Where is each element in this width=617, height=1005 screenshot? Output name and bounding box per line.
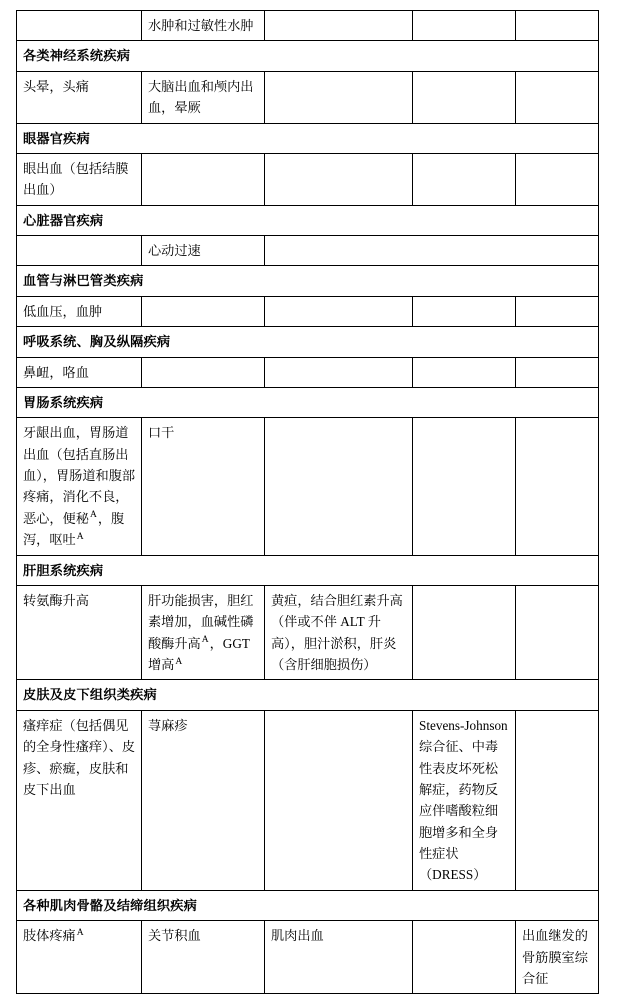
table-cell (265, 71, 413, 123)
soc-header-cell: 呼吸系统、胸及纵隔疾病 (17, 327, 599, 357)
soc-header-cell: 胃肠系统疾病 (17, 387, 599, 417)
soc-header-row (17, 387, 599, 417)
soc-header-cell: 各种肌肉骨骼及结缔组织疾病 (17, 890, 599, 920)
table-cell (516, 296, 599, 326)
soc-header-row (17, 205, 599, 235)
table-cell: 口干 (142, 418, 265, 555)
table-cell: 荨麻疹 (142, 710, 265, 890)
table-cell (17, 11, 142, 41)
table-cell (413, 296, 516, 326)
table-cell: 肝功能损害，胆红素增加，血碱性磷酸酶升高$^A$，GGT 增高$^A$ (142, 585, 265, 680)
table-row (17, 585, 599, 680)
table-cell (265, 357, 413, 387)
table-cell: 头晕，头痛 (17, 71, 142, 123)
soc-header-cell: 血管与淋巴管类疾病 (17, 266, 599, 296)
table-cell: 转氨酶升高 (17, 585, 142, 680)
table-row (17, 418, 599, 555)
table-cell (516, 357, 599, 387)
table-cell: 水肿和过敏性水肿 (142, 11, 265, 41)
table-cell (413, 11, 516, 41)
table-cell (516, 710, 599, 890)
soc-header-row (17, 680, 599, 710)
table-cell (265, 11, 413, 41)
soc-header-row (17, 327, 599, 357)
table-cell (516, 71, 599, 123)
table-cell: 牙龈出血，胃肠道出血（包括直肠出血），胃肠道和腹部疼痛，消化不良，恶心，便秘$^A$，腹泻，呕吐$^A$ (17, 418, 142, 555)
soc-header-row (17, 555, 599, 585)
table-row (17, 710, 599, 890)
table-row (17, 357, 599, 387)
table-cell (413, 153, 516, 205)
table-cell (516, 585, 599, 680)
table-row (17, 71, 599, 123)
table-cell (516, 418, 599, 555)
table-body (17, 11, 599, 994)
table-cell (142, 153, 265, 205)
table-cell (265, 236, 599, 266)
table-cell: 关节积血 (142, 921, 265, 994)
table-row (17, 921, 599, 994)
soc-header-cell: 皮肤及皮下组织类疾病 (17, 680, 599, 710)
table-cell (516, 11, 599, 41)
table-cell (516, 153, 599, 205)
table-cell: 肢体疼痛$^A$ (17, 921, 142, 994)
table-cell: 瘙痒症（包括偶见的全身性瘙痒）、皮疹、瘀癍，皮肤和皮下出血 (17, 710, 142, 890)
table-row (17, 11, 599, 41)
table-cell: 黄疸，结合胆红素升高（伴或不伴 ALT 升高），胆汁淤积，肝炎（含肝细胞损伤） (265, 585, 413, 680)
table-cell: 心动过速 (142, 236, 265, 266)
table-cell (265, 710, 413, 890)
table-cell (413, 357, 516, 387)
table-cell (413, 418, 516, 555)
table-cell (142, 296, 265, 326)
table-cell (265, 153, 413, 205)
soc-header-row (17, 890, 599, 920)
table-cell (413, 71, 516, 123)
table-row (17, 296, 599, 326)
table-row (17, 236, 599, 266)
table-cell: 出血继发的骨筋膜室综合征 (516, 921, 599, 994)
table-cell (265, 418, 413, 555)
table-cell: 低血压，血肿 (17, 296, 142, 326)
soc-header-row (17, 41, 599, 71)
table-cell: 肌肉出血 (265, 921, 413, 994)
soc-header-cell: 眼器官疾病 (17, 123, 599, 153)
soc-header-cell: 各类神经系统疾病 (17, 41, 599, 71)
table-row (17, 153, 599, 205)
table-cell (17, 236, 142, 266)
table-cell (142, 357, 265, 387)
table-cell (413, 585, 516, 680)
soc-header-cell: 肝胆系统疾病 (17, 555, 599, 585)
table-cell: 鼻衄，咯血 (17, 357, 142, 387)
soc-header-row (17, 266, 599, 296)
table-cell (265, 296, 413, 326)
table-cell (413, 921, 516, 994)
table-cell: 大脑出血和颅内出血，晕厥 (142, 71, 265, 123)
table-cell: 眼出血（包括结膜出血） (17, 153, 142, 205)
soc-header-row (17, 123, 599, 153)
soc-header-cell: 心脏器官疾病 (17, 205, 599, 235)
table-cell: Stevens-Johnson 综合征、中毒性表皮坏死松解症，药物反应伴嗜酸粒细胞增多和全身性症状（DRESS） (413, 710, 516, 890)
adverse-reactions-table (16, 10, 599, 994)
